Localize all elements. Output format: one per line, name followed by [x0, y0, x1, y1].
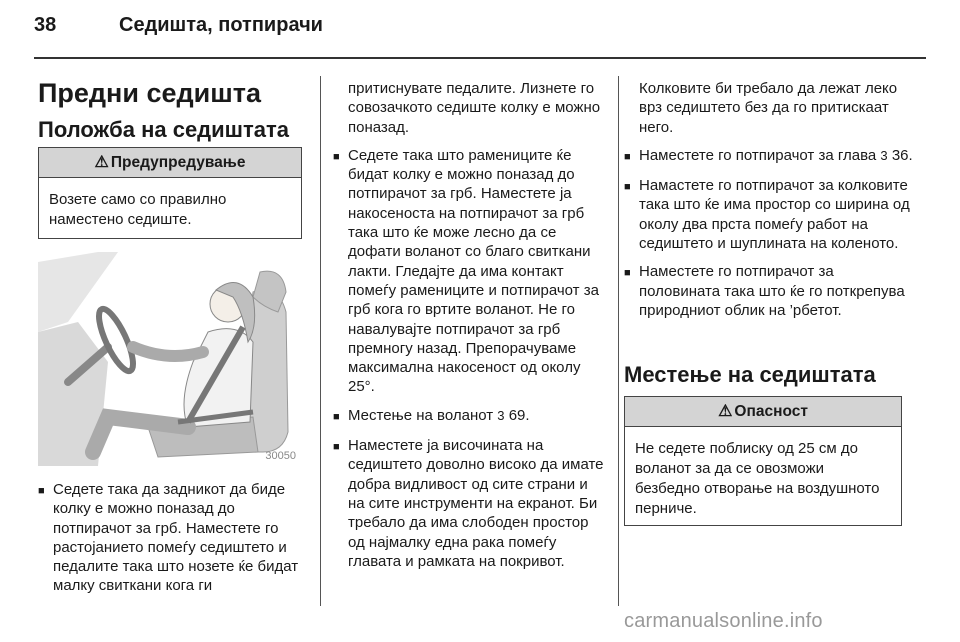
warning-triangle-icon: ⚠	[94, 154, 109, 171]
list-item	[38, 480, 300, 596]
column-divider	[618, 76, 619, 606]
subsection-heading: Положба на седиштата	[38, 117, 290, 142]
bullet-square-icon: ■	[333, 441, 340, 454]
warning-box	[38, 147, 302, 239]
list-item	[624, 262, 914, 320]
list-item	[333, 436, 605, 571]
page-reference-icon: 3	[497, 407, 505, 423]
column-2	[333, 79, 605, 580]
list-item-text: Намастете го потпирачот за колковите така што ќе има простор со ширина од околу два прста помеѓу работ на седиштето и шуплината на коленото.	[639, 177, 910, 253]
column-3	[624, 79, 914, 329]
watermark: carmanualsonline.info	[624, 610, 823, 632]
list-item-text	[348, 406, 605, 427]
warning-box-text: Возете само со правилно наместено седиште.	[49, 191, 227, 228]
bullet-square-icon: ■	[624, 267, 631, 280]
danger-box-text: Не седете поблиску од 25 см до воланот за да се овозможи безбедно отворање на воздушното перниче.	[635, 440, 880, 517]
list-item	[624, 146, 914, 167]
list-item-text: Седете така што рамениците ќе бидат колку е можно поназад до потпирачот за грб. Наместете ја накосеноста на потпирачот за грб така што ќе може лесно да се дофати воланот со благо свиткани лакти. Гледајте да има контакт помеѓу рамениците и потпирачот за грб кога го вртите воланот. Не го навалувајте потпирачот за грб премногу назад. Препорачуваме максимална накосеност од околу 25°.	[348, 146, 599, 396]
bullet-square-icon: ■	[333, 150, 340, 163]
paragraph-continuation: Колковите би требало да лежат леко врз седиштето без да го притискаат него.	[639, 80, 898, 136]
figure-number: 30050	[265, 450, 296, 462]
warning-box-header	[39, 148, 301, 178]
headrest-text: Наместете го потпирачот за глава	[639, 146, 877, 164]
danger-box-header	[625, 397, 901, 427]
page-reference-icon: 3	[880, 147, 888, 163]
column-1	[38, 480, 300, 605]
bullet-square-icon: ■	[624, 181, 631, 194]
steering-adjust-text: Местење на воланот	[348, 406, 494, 424]
driver-seated-drawing	[38, 252, 300, 466]
danger-box	[624, 396, 902, 526]
chapter-title: Седишта, потпирачи	[119, 14, 323, 36]
column-divider	[320, 76, 321, 606]
list-item-text	[639, 146, 914, 167]
subsection-heading: Местење на седиштата	[624, 362, 876, 387]
warning-triangle-icon: ⚠	[718, 403, 733, 420]
section-heading: Предни седишта	[38, 78, 261, 108]
list-item	[333, 146, 605, 397]
seat-position-illustration	[38, 252, 300, 466]
page-reference[interactable]: 69.	[508, 406, 530, 424]
header-divider	[34, 57, 926, 59]
list-item-text: Наместете го потпирачот за половината така што ќе го поткрепува природниот облик на ’рбетот.	[639, 263, 905, 319]
list-item	[624, 176, 914, 253]
bullet-square-icon: ■	[624, 150, 631, 163]
page-reference[interactable]: 36.	[891, 146, 913, 164]
paragraph-continuation: притиснувате педалите. Лизнете го совозачкото седиште колку е можно поназад.	[348, 80, 601, 136]
bullet-square-icon: ■	[333, 410, 340, 423]
list-item-text: Наместете ја височината на седиштето доволно високо да имате добра видливост од сите страни и на сите инструменти на екранот. Би требало да има слободен простор од најмалку една рака помеѓу главата и рамката на покривот.	[348, 437, 604, 570]
list-item-text: Седете така да задникот да биде колку е можно поназад до потпирачот за грб. Наместете го растојанието помеѓу седиштето и педалите така што нозете ќе бидат малку свиткани кога ги	[53, 481, 299, 595]
list-item	[333, 406, 605, 427]
warning-box-title: Предупредување	[110, 154, 246, 171]
page-number: 38	[34, 14, 57, 36]
bullet-square-icon: ■	[38, 485, 45, 497]
danger-box-title: Опасност	[734, 403, 808, 420]
